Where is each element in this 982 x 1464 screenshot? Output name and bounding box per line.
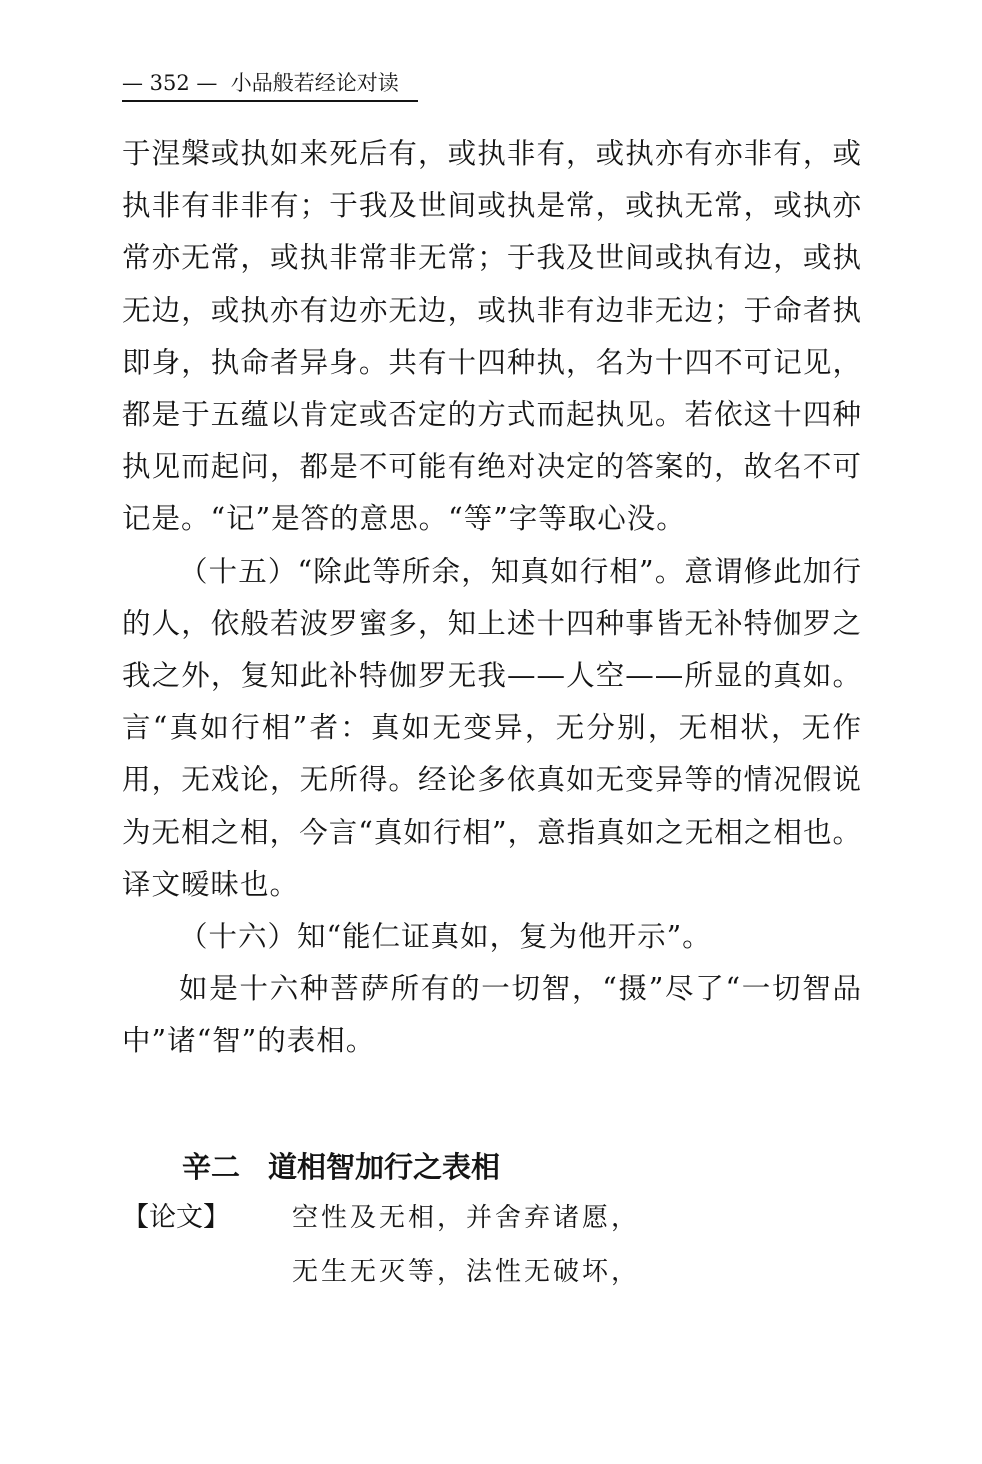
page-number: — 352 —: [122, 71, 218, 95]
paragraph-3: （十六）知“能仁证真如，复为他开示”。: [179, 920, 712, 954]
paragraph-2: （十五）“除此等所余，知真如行相”。意谓修此加行的人，依般若波罗蜜多，知上述十四种事皆无补特伽罗之我之外，复知此补特伽罗无我——人空——所显的真如。言“真如行相”者：真如无变异，无分别，无相状，无作用，无戏论，无所得。经论多依真如无变异等的情况假说为无相之相，今言“真如行相”，意指真如之无相之相也。译文暧昧也。: [122, 554, 862, 901]
body-text: [122, 128, 862, 1068]
section-number: 辛二: [182, 1150, 241, 1184]
header-rule: [122, 100, 418, 102]
paragraph-1: 于涅槃或执如来死后有，或执非有，或执亦有亦非有，或执非有非非有；于我及世间或执是常，或执无常，或执亦常亦无常，或执非常非无常；于我及世间或执有边，或执无边，或执亦有边亦无边，或执非有边非无边；于命者执即身，执命者异身。共有十四种执，名为十四不可记见，都是于五蕴以肯定或否定的方式而起执见。若依这十四种执见而起问，都是不可能有绝对决定的答案的，故名不可记是。“记”是答的意思。“等”字等取心没。: [122, 137, 862, 536]
section-title: 道相智加行之表相: [268, 1150, 501, 1184]
running-header: [122, 68, 422, 98]
book-title: 小品般若经论对读: [230, 71, 399, 95]
verse-label: 【论文】: [122, 1202, 230, 1233]
verse-line-2: 无生无灭等，法性无破坏，: [292, 1257, 641, 1287]
section-heading: [182, 1146, 500, 1188]
verse-line-1: 空性及无相，并舍弃诸愿，: [292, 1203, 641, 1233]
paragraph-4: 如是十六种菩萨所有的一切智，“摄”尽了“一切智品中”诸“智”的表相。: [122, 972, 862, 1058]
